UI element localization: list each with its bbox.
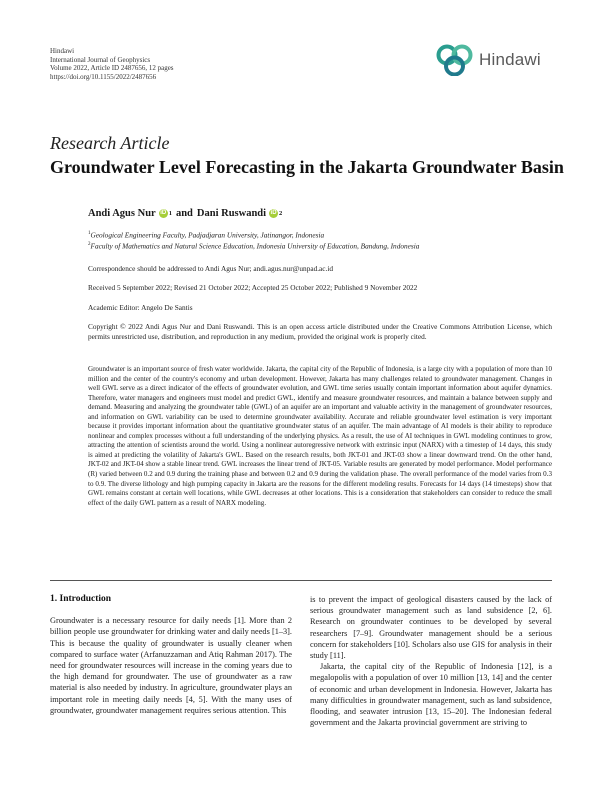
- body-column-left: [50, 594, 292, 716]
- article-title: Groundwater Level Forecasting in the Jakarta Groundwater Basin: [50, 157, 564, 177]
- logo-text: Hindawi: [479, 50, 541, 69]
- author-affil-ref-1: 1: [168, 210, 172, 217]
- section-heading-introduction: 1. Introduction: [50, 594, 112, 604]
- hindawi-logo-icon: [436, 44, 474, 76]
- doi-link[interactable]: https://doi.org/10.1155/2022/2487656: [50, 73, 157, 82]
- journal-name: International Journal of Geophysics: [50, 55, 151, 64]
- copyright-notice: Copyright © 2022 Andi Agus Nur and Dani Ruswandi. This is an open access article distributed under the Creative Commons Attribution License, which permits unrestricted use, distribution, and reproduction in any medium, provided the original work is properly cited.: [88, 322, 552, 341]
- orcid-icon[interactable]: iD: [160, 210, 167, 216]
- affiliation-1: $^1$Geological Engineering Faculty, Padjadjaran University, Jatinangor, Indonesia: [88, 230, 325, 240]
- author-affil-ref-2: 2: [279, 210, 283, 217]
- author-name-2[interactable]: Dani Ruswandi: [196, 208, 267, 219]
- author-conjunction: and: [175, 208, 193, 219]
- correspondence: Correspondence should be addressed to Andi Agus Nur; andi.agus.nur@unpad.ac.id: [88, 264, 334, 273]
- publisher-name: Hindawi: [50, 47, 75, 55]
- author-name-1[interactable]: Andi Agus Nur: [88, 208, 156, 219]
- article-type: Research Article: [50, 133, 170, 153]
- author-list: [88, 208, 282, 219]
- body-paragraph: Groundwater is a necessary resource for daily needs [1]. More than 2 billion people use groundwater for drinking water and daily needs [1–3]. This is because the quality of groundwater is usually cleaner when compared to surface water (Arfanuzzaman and Atiq Rahman 2017). The need for groundwater resources will increase in the coming years due to the high demand for groundwater. The use of groundwater as a raw material is also needed by industry. In agriculture, groundwater plays an important role in meeting daily needs [4, 5]. With the many uses of groundwater, groundwater management requires serious attention. This: [50, 616, 292, 715]
- volume-info: Volume 2022, Article ID 2487656, 12 pages: [50, 64, 174, 73]
- publication-dates: Received 5 September 2022; Revised 21 October 2022; Accepted 25 October 2022; Published 9 November 2022: [88, 283, 418, 292]
- orcid-icon[interactable]: iD: [270, 210, 277, 216]
- body-paragraph: Jakarta, the capital city of the Republic of Indonesia [12], is a megalopolis with a population of over 10 million [13, 14] and the center of economic and urban development in Indonesia. However, Jakarta has many difficulties in groundwater management, such as land subsidence, flooding, and seawater intrusion [13, 15–20]. The Indonesian federal government and the Jakarta provincial government are striving to: [310, 662, 552, 728]
- body-column-right: [310, 594, 552, 728]
- section-divider: [50, 580, 552, 581]
- abstract: Groundwater is an important source of fresh water worldwide. Jakarta, the capital city of the Republic of Indonesia, is a large city with a population of more than 10 million and the center of the country's economy and urban development. However, Jakarta has many challenges related to groundwater management. Changes in well GWL serve as a direct indicator of the effects of groundwater evolution, and GWL time series usually contain important information about aquifer dynamics. Therefore, water managers and engineers must model and predict GWL, identify and measure groundwater resources, and maintain a balance between supply and demand. Measuring and analyzing the groundwater table (GWL) of an aquifer are an important and valuable activity in the management of groundwater resources, and information on GWL variability can be used to determine groundwater availability. Accurate and reliable groundwater level estimation is very important because it provides important information about the quantitative groundwater status of an aquifer. The main advantage of AI models is their ability to reproduce nonlinear and complex processes without a full understanding of the underlying physics. As a result, the use of AI techniques in GWL modeling continues to grow, attracting the attention of scientists around the world. Using a nonlinear autoregressive network with extrinsic input (NARX) with a timestep of 14 days, this study is aimed at predicting the volatility of Jakarta's GWL. Based on the research results, both JKT-01 and JKT-03 show a linear downward trend. On the other hand, JKT-02 and JKT-04 show a stable linear trend. GWL increases the linear trend of JKT-05. Variable results are generated by model performance. Model performance (R) varied between 0.2 and 0.9 during the training phase and between 0.2 and 0.9 during the validation phase. The overall performance of the model varies from 0.3 to 0.9. The diverse lithology and high pumping capacity in Jakarta are the reasons for the different modeling results. Forecasts for 14 days (14 timesteps) show that GWL remains constant at certain well locations, while GWL decreases at other locations. This is a consideration that stakeholders can consider to reduce the small effect of the daily GWL pattern as a result of NARX modeling.: [88, 365, 552, 507]
- journal-meta: [50, 47, 174, 82]
- affiliations: [88, 229, 552, 251]
- affiliation-2: $^2$Faculty of Mathematics and Natural Science Education, Indonesia University of Education, Bandung, Indonesia: [88, 241, 420, 251]
- body-paragraph: is to prevent the impact of geological disasters caused by the lack of serious groundwater management such as land subsidence [2, 6]. Research on groundwater continues to be developed by several researchers [7–9]. Groundwater management should be a serious concern for stakeholders [10]. Scholars also use GIS for analysis in their study [11].: [310, 595, 552, 661]
- academic-editor: Academic Editor: Angelo De Santis: [88, 303, 193, 312]
- hindawi-logo: [436, 44, 541, 76]
